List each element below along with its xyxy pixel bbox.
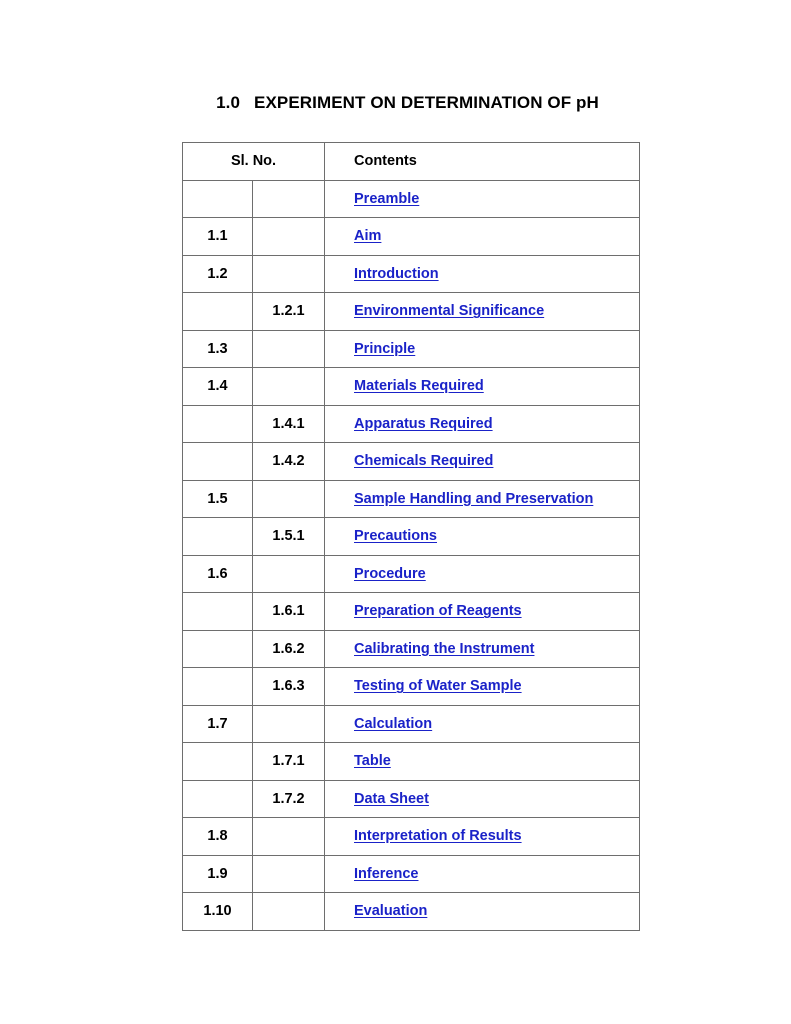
toc-link[interactable]: Calculation xyxy=(354,715,433,732)
section-number xyxy=(183,593,253,631)
subsection-number xyxy=(253,818,325,856)
toc-link[interactable]: Precautions xyxy=(354,528,437,545)
toc-link[interactable]: Preamble xyxy=(354,190,420,207)
toc-link[interactable]: Data Sheet xyxy=(354,790,429,807)
toc-link[interactable]: Table xyxy=(354,753,391,770)
section-number xyxy=(183,293,253,331)
contents-cell xyxy=(325,780,640,818)
contents-cell xyxy=(325,443,640,481)
toc-link[interactable]: Apparatus Required xyxy=(354,415,493,432)
toc-link[interactable]: Calibrating the Instrument xyxy=(354,640,535,657)
table-row xyxy=(183,593,640,631)
section-number xyxy=(183,405,253,443)
toc-link[interactable]: Inference xyxy=(354,865,419,882)
section-number: 1.1 xyxy=(183,218,253,256)
subsection-number: 1.6.1 xyxy=(253,593,325,631)
table-header-row xyxy=(183,143,640,181)
subsection-number: 1.5.1 xyxy=(253,518,325,556)
section-number: 1.4 xyxy=(183,368,253,406)
toc-link[interactable]: Sample Handling and Preservation xyxy=(354,490,594,507)
table-row xyxy=(183,368,640,406)
toc-link[interactable]: Chemicals Required xyxy=(354,453,494,470)
contents-cell xyxy=(325,743,640,781)
section-number xyxy=(183,743,253,781)
contents-table-body xyxy=(183,143,640,931)
section-number: 1.7 xyxy=(183,705,253,743)
contents-cell xyxy=(325,330,640,368)
section-number xyxy=(183,780,253,818)
section-number xyxy=(183,443,253,481)
subsection-number: 1.4.1 xyxy=(253,405,325,443)
toc-link[interactable]: Introduction xyxy=(354,265,439,282)
subsection-number xyxy=(253,555,325,593)
table-row xyxy=(183,855,640,893)
table-row xyxy=(183,518,640,556)
toc-link[interactable]: Environmental Significance xyxy=(354,303,545,320)
subsection-number: 1.4.2 xyxy=(253,443,325,481)
subsection-number: 1.7.1 xyxy=(253,743,325,781)
toc-link[interactable]: Principle xyxy=(354,340,416,357)
table-row xyxy=(183,293,640,331)
contents-table xyxy=(182,142,640,931)
subsection-number xyxy=(253,705,325,743)
section-number xyxy=(183,518,253,556)
contents-cell xyxy=(325,855,640,893)
subsection-number xyxy=(253,368,325,406)
toc-link[interactable]: Procedure xyxy=(354,565,426,582)
table-row xyxy=(183,330,640,368)
subsection-number xyxy=(253,218,325,256)
contents-cell xyxy=(325,705,640,743)
table-row xyxy=(183,255,640,293)
contents-cell xyxy=(325,555,640,593)
subsection-number: 1.2.1 xyxy=(253,293,325,331)
section-number xyxy=(183,630,253,668)
contents-cell xyxy=(325,630,640,668)
subsection-number xyxy=(253,893,325,931)
title-text: EXPERIMENT ON DETERMINATION OF pH xyxy=(254,93,599,112)
toc-link[interactable]: Testing of Water Sample xyxy=(354,678,522,695)
table-row xyxy=(183,818,640,856)
table-row xyxy=(183,780,640,818)
contents-cell xyxy=(325,518,640,556)
toc-link[interactable]: Aim xyxy=(354,228,382,245)
subsection-number xyxy=(253,330,325,368)
section-number: 1.10 xyxy=(183,893,253,931)
contents-cell xyxy=(325,593,640,631)
toc-link[interactable]: Interpretation of Results xyxy=(354,828,522,845)
table-row xyxy=(183,480,640,518)
table-row xyxy=(183,893,640,931)
header-contents: Contents xyxy=(325,143,640,181)
contents-cell xyxy=(325,180,640,218)
page-title xyxy=(0,93,791,113)
subsection-number xyxy=(253,855,325,893)
section-number xyxy=(183,180,253,218)
subsection-number xyxy=(253,180,325,218)
contents-cell xyxy=(325,368,640,406)
contents-cell xyxy=(325,668,640,706)
subsection-number: 1.6.2 xyxy=(253,630,325,668)
subsection-number xyxy=(253,480,325,518)
table-row xyxy=(183,743,640,781)
table-row xyxy=(183,180,640,218)
table-row xyxy=(183,555,640,593)
subsection-number: 1.7.2 xyxy=(253,780,325,818)
contents-cell xyxy=(325,893,640,931)
section-number: 1.9 xyxy=(183,855,253,893)
section-number: 1.8 xyxy=(183,818,253,856)
section-number xyxy=(183,668,253,706)
table-row xyxy=(183,668,640,706)
table-row xyxy=(183,218,640,256)
contents-cell xyxy=(325,293,640,331)
subsection-number: 1.6.3 xyxy=(253,668,325,706)
header-sl-no: Sl. No. xyxy=(183,143,325,181)
table-row xyxy=(183,705,640,743)
table-row xyxy=(183,443,640,481)
toc-link[interactable]: Materials Required xyxy=(354,378,484,395)
toc-link[interactable]: Evaluation xyxy=(354,903,428,920)
contents-cell xyxy=(325,218,640,256)
toc-link[interactable]: Preparation of Reagents xyxy=(354,603,522,620)
contents-cell xyxy=(325,405,640,443)
contents-cell xyxy=(325,255,640,293)
table-row xyxy=(183,405,640,443)
table-row xyxy=(183,630,640,668)
contents-cell xyxy=(325,480,640,518)
section-number: 1.2 xyxy=(183,255,253,293)
title-number: 1.0 xyxy=(216,93,241,112)
section-number: 1.3 xyxy=(183,330,253,368)
section-number: 1.6 xyxy=(183,555,253,593)
section-number: 1.5 xyxy=(183,480,253,518)
subsection-number xyxy=(253,255,325,293)
contents-cell xyxy=(325,818,640,856)
